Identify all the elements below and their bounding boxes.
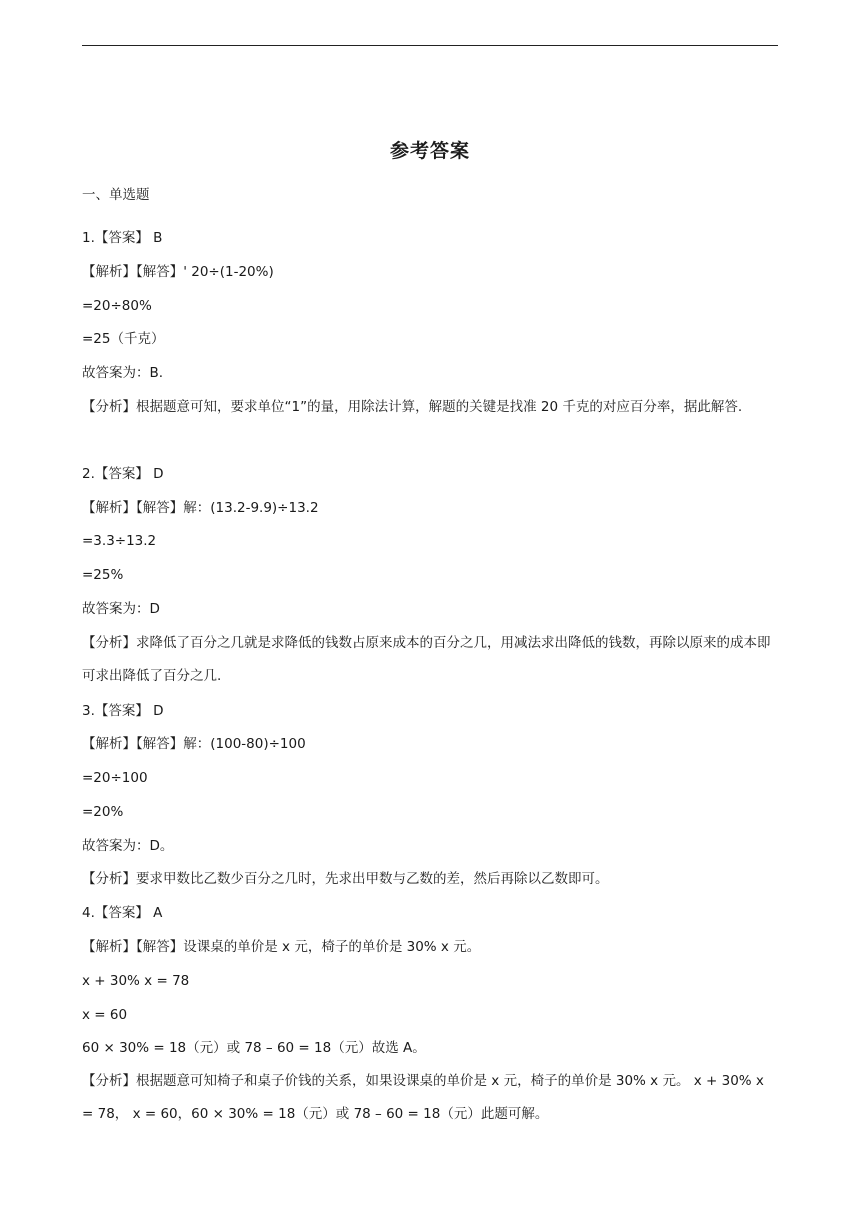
q3-step-2: =20% [82,804,124,820]
q2-step-1: =3.3÷13.2 [82,533,157,549]
q1-conclusion: 故答案为：B. [82,365,164,381]
q3-answer: 3.【答案】 D [82,703,164,719]
q4-equation: x + 30% x = 78 [82,973,190,989]
q2-step-2: =25% [82,567,124,583]
q4-solution: 【解析】【解答】设课桌的单价是 x 元，椅子的单价是 30% x 元。 [82,939,481,955]
q1-step-1: =20÷80% [82,298,152,314]
q2-conclusion: 故答案为：D [82,601,160,617]
q1-analysis: 【分析】根据题意可知，要求单位“1”的量，用除法计算，解题的关键是找准 20 千克的对应百分率，据此解答. [82,399,743,415]
q3-step-1: =20÷100 [82,770,148,786]
q3-conclusion: 故答案为：D。 [82,838,174,854]
q4-result: x = 60 [82,1007,128,1023]
q1-step-2: =25（千克） [82,331,165,347]
q1-answer: 1.【答案】 B [82,230,163,246]
q4-answer: 4.【答案】 A [82,905,163,921]
header-rule [82,45,778,46]
q1-solution: 【解析】【解答】' 20÷(1-20%) [82,264,274,280]
q3-solution: 【解析】【解答】解：(100-80)÷100 [82,736,306,752]
q4-conclusion: 60 × 30% = 18（元）或 78 – 60 = 18（元）故选 A。 [82,1040,426,1056]
q4-analysis: 【分析】根据题意可知椅子和桌子价钱的关系，如果设课桌的单价是 x 元，椅子的单价是 30% x 元。 x + 30% x = 78， x = 60，60 × 30% = 18（元）或 78 – 60 = 18（元）此题可解。 [82,1073,764,1122]
page-title: 参考答案 [389,140,470,162]
q3-analysis: 【分析】要求甲数比乙数少百分之几时，先求出甲数与乙数的差，然后再除以乙数即可。 [82,871,609,887]
q2-answer: 2.【答案】 D [82,466,164,482]
q2-solution: 【解析】【解答】解：(13.2-9.9)÷13.2 [82,500,319,516]
section-heading: 一、单选题 [82,187,150,203]
q2-analysis: 【分析】求降低了百分之几就是求降低的钱数占原来成本的百分之几，用减法求出降低的钱数，再除以原来的成本即可求出降低了百分之几. [82,635,771,684]
